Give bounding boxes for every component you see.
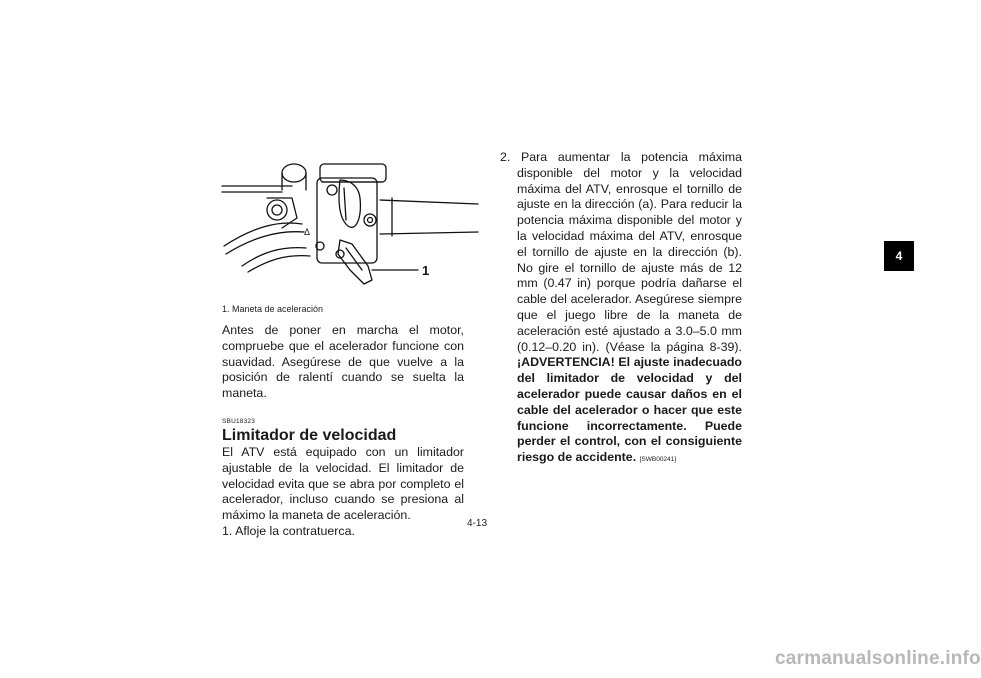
section-code: SBU18323 (222, 417, 256, 425)
svg-text:Δ: Δ (304, 227, 311, 237)
body-paragraph: El ATV está equipado con un limitador ajustable de la velocidad. El limitador de velocidad evita que se abra por completo el acelerador, incluso cuando se presiona al máximo la maneta de aceleración. (222, 444, 464, 523)
left-column (222, 323, 464, 540)
callout-number: 1 (422, 263, 430, 278)
throttle-lever-illustration (222, 158, 478, 294)
step-1: 1. Afloje la contratuerca. (222, 523, 355, 538)
step-2 (500, 150, 742, 468)
watermark: carmanualsonline.info (775, 648, 981, 669)
intro-paragraph: Antes de poner en marcha el motor, compruebe que el acelerador funcione con suavidad. Asegúrese de que vuelve a la posición de ralentí cuando se suelta la maneta. (222, 323, 464, 401)
page-number: 4-13 (467, 518, 488, 529)
right-column (500, 150, 742, 468)
step-2-text: 2. Para aumentar la potencia máxima disponible del motor y la velocidad máxima del ATV, enrosque el tornillo de ajuste en la dirección (a). Para reducir la potencia máxima disponible del motor y la velocidad máxima del ATV, enrosque el tornillo de ajuste en la dirección (b). No gire el tornillo de ajuste más de 12 mm (0.47 in) porque podría dañarse el cable del acelerador. Asegúrese siempre que el juego libre de la maneta de aceleración esté ajustado a 3.0–5.0 mm (0.12–0.20 in). (Véase la página 8-39). (500, 150, 742, 354)
warning-code: [SWB00241] (639, 456, 677, 464)
chapter-tab: 4 (884, 241, 914, 271)
section-heading: Limitador de velocidad (222, 426, 397, 444)
throttle-lever-drawing (222, 158, 478, 294)
figure-caption: 1. Maneta de aceleración (222, 304, 324, 314)
warning-text: ¡ADVERTENCIA! El ajuste inadecuado del limitador de velocidad y del acelerador puede causar daños en el cable del acelerador o hacer que este funcione incorrectamente. Puede perder el control, con el consiguiente riesgo de accidente. (517, 355, 742, 465)
